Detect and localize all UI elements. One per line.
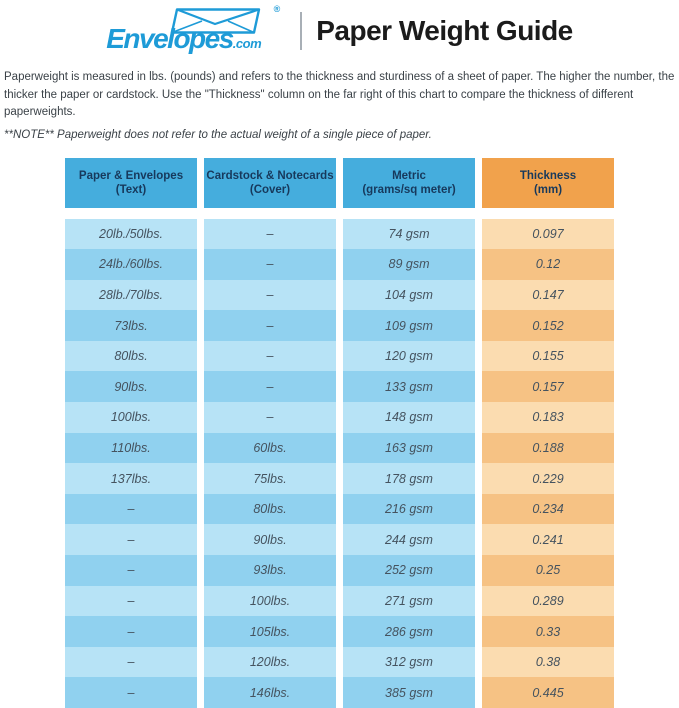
table-cell-paper-text: – xyxy=(65,647,197,678)
intro-note: **NOTE** Paperweight does not refer to the actual weight of a single piece of paper. xyxy=(4,129,675,141)
column-header-sublabel: (mm) xyxy=(534,183,562,197)
column-header-cardstock-notecards xyxy=(204,158,336,208)
table-cell-cardstock-cover: 146lbs. xyxy=(204,677,336,708)
header-divider xyxy=(300,12,302,50)
table-cell-paper-text: 90lbs. xyxy=(65,371,197,402)
table-cell-cardstock-cover: 60lbs. xyxy=(204,433,336,464)
table-cell-paper-text: – xyxy=(65,524,197,555)
table-row xyxy=(65,280,614,311)
table-row xyxy=(65,647,614,678)
table-cell-metric: 109 gsm xyxy=(343,310,475,341)
table-cell-metric: 216 gsm xyxy=(343,494,475,525)
table-cell-cardstock-cover: 120lbs. xyxy=(204,647,336,678)
table-row xyxy=(65,586,614,617)
table-cell-metric: 178 gsm xyxy=(343,463,475,494)
intro-paragraph: Paperweight is measured in lbs. (pounds) and refers to the thickness and sturdiness of a sheet of paper. The higher the number, the thicker the paper or cardstock. Use the "Thickness" column on the far right of this chart to compare the thickness of different paperweights. xyxy=(4,69,675,122)
table-cell-cardstock-cover: 93lbs. xyxy=(204,555,336,586)
column-header-metric xyxy=(343,158,475,208)
table-cell-paper-text: 73lbs. xyxy=(65,310,197,341)
table-row xyxy=(65,249,614,280)
table-cell-thickness: 0.241 xyxy=(482,524,614,555)
table-cell-thickness: 0.38 xyxy=(482,647,614,678)
table-cell-thickness: 0.234 xyxy=(482,494,614,525)
table-cell-thickness: 0.157 xyxy=(482,371,614,402)
column-header-sublabel: (Cover) xyxy=(250,183,290,197)
table-cell-thickness: 0.25 xyxy=(482,555,614,586)
table-cell-thickness: 0.183 xyxy=(482,402,614,433)
column-header-label: Thickness xyxy=(520,169,576,183)
logo-tld: .com xyxy=(233,36,261,51)
table-cell-cardstock-cover: – xyxy=(204,219,336,250)
column-header-sublabel: (Text) xyxy=(116,183,146,197)
table-cell-thickness: 0.188 xyxy=(482,433,614,464)
table-row xyxy=(65,616,614,647)
table-cell-metric: 271 gsm xyxy=(343,586,475,617)
table-cell-paper-text: – xyxy=(65,677,197,708)
table-cell-cardstock-cover: – xyxy=(204,402,336,433)
table-cell-paper-text: 24lb./60lbs. xyxy=(65,249,197,280)
table-cell-cardstock-cover: 100lbs. xyxy=(204,586,336,617)
table-cell-cardstock-cover: 105lbs. xyxy=(204,616,336,647)
table-row xyxy=(65,310,614,341)
table-cell-thickness: 0.445 xyxy=(482,677,614,708)
table-row xyxy=(65,433,614,464)
masthead xyxy=(0,0,679,57)
paper-weight-table xyxy=(65,158,614,708)
table-row xyxy=(65,402,614,433)
table-cell-metric: 120 gsm xyxy=(343,341,475,372)
table-cell-metric: 312 gsm xyxy=(343,647,475,678)
table-cell-paper-text: – xyxy=(65,586,197,617)
column-header-paper-envelopes xyxy=(65,158,197,208)
table-row xyxy=(65,219,614,250)
table-cell-cardstock-cover: – xyxy=(204,280,336,311)
table-cell-paper-text: – xyxy=(65,494,197,525)
table-cell-metric: 74 gsm xyxy=(343,219,475,250)
table-cell-cardstock-cover: – xyxy=(204,310,336,341)
table-row xyxy=(65,677,614,708)
table-cell-metric: 104 gsm xyxy=(343,280,475,311)
table-cell-cardstock-cover: – xyxy=(204,249,336,280)
table-cell-paper-text: 28lb./70lbs. xyxy=(65,280,197,311)
table-cell-paper-text: 20lb./50lbs. xyxy=(65,219,197,250)
table-row xyxy=(65,341,614,372)
table-cell-thickness: 0.147 xyxy=(482,280,614,311)
table-cell-cardstock-cover: 75lbs. xyxy=(204,463,336,494)
table-row xyxy=(65,555,614,586)
table-row xyxy=(65,494,614,525)
table-cell-metric: 163 gsm xyxy=(343,433,475,464)
table-cell-metric: 89 gsm xyxy=(343,249,475,280)
table-cell-metric: 286 gsm xyxy=(343,616,475,647)
table-row xyxy=(65,371,614,402)
column-header-label: Cardstock & Notecards xyxy=(206,169,333,183)
table-cell-cardstock-cover: 80lbs. xyxy=(204,494,336,525)
table-cell-cardstock-cover: – xyxy=(204,371,336,402)
table-cell-metric: 148 gsm xyxy=(343,402,475,433)
table-cell-thickness: 0.229 xyxy=(482,463,614,494)
table-cell-metric: 252 gsm xyxy=(343,555,475,586)
registered-trademark-icon: ® xyxy=(274,4,281,14)
table-cell-thickness: 0.289 xyxy=(482,586,614,617)
table-cell-metric: 385 gsm xyxy=(343,677,475,708)
table-cell-paper-text: 100lbs. xyxy=(65,402,197,433)
table-cell-thickness: 0.33 xyxy=(482,616,614,647)
envelopes-logo xyxy=(106,6,286,56)
column-header-label: Metric xyxy=(392,169,426,183)
table-cell-paper-text: – xyxy=(65,616,197,647)
table-row xyxy=(65,524,614,555)
table-header-row xyxy=(65,158,614,208)
logo-name: Envelopes xyxy=(106,23,233,54)
table-cell-paper-text: 80lbs. xyxy=(65,341,197,372)
table-cell-metric: 133 gsm xyxy=(343,371,475,402)
table-cell-cardstock-cover: – xyxy=(204,341,336,372)
table-cell-paper-text: 110lbs. xyxy=(65,433,197,464)
table-cell-paper-text: 137lbs. xyxy=(65,463,197,494)
table-row xyxy=(65,463,614,494)
table-cell-cardstock-cover: 90lbs. xyxy=(204,524,336,555)
table-cell-thickness: 0.152 xyxy=(482,310,614,341)
table-cell-thickness: 0.097 xyxy=(482,219,614,250)
column-header-sublabel: (grams/sq meter) xyxy=(362,183,455,197)
table-cell-thickness: 0.155 xyxy=(482,341,614,372)
logo-wordmark xyxy=(106,25,261,53)
table-cell-thickness: 0.12 xyxy=(482,249,614,280)
page-title: Paper Weight Guide xyxy=(316,15,573,47)
column-header-thickness xyxy=(482,158,614,208)
table-cell-paper-text: – xyxy=(65,555,197,586)
table-body xyxy=(65,219,614,708)
column-header-label: Paper & Envelopes xyxy=(79,169,183,183)
table-cell-metric: 244 gsm xyxy=(343,524,475,555)
